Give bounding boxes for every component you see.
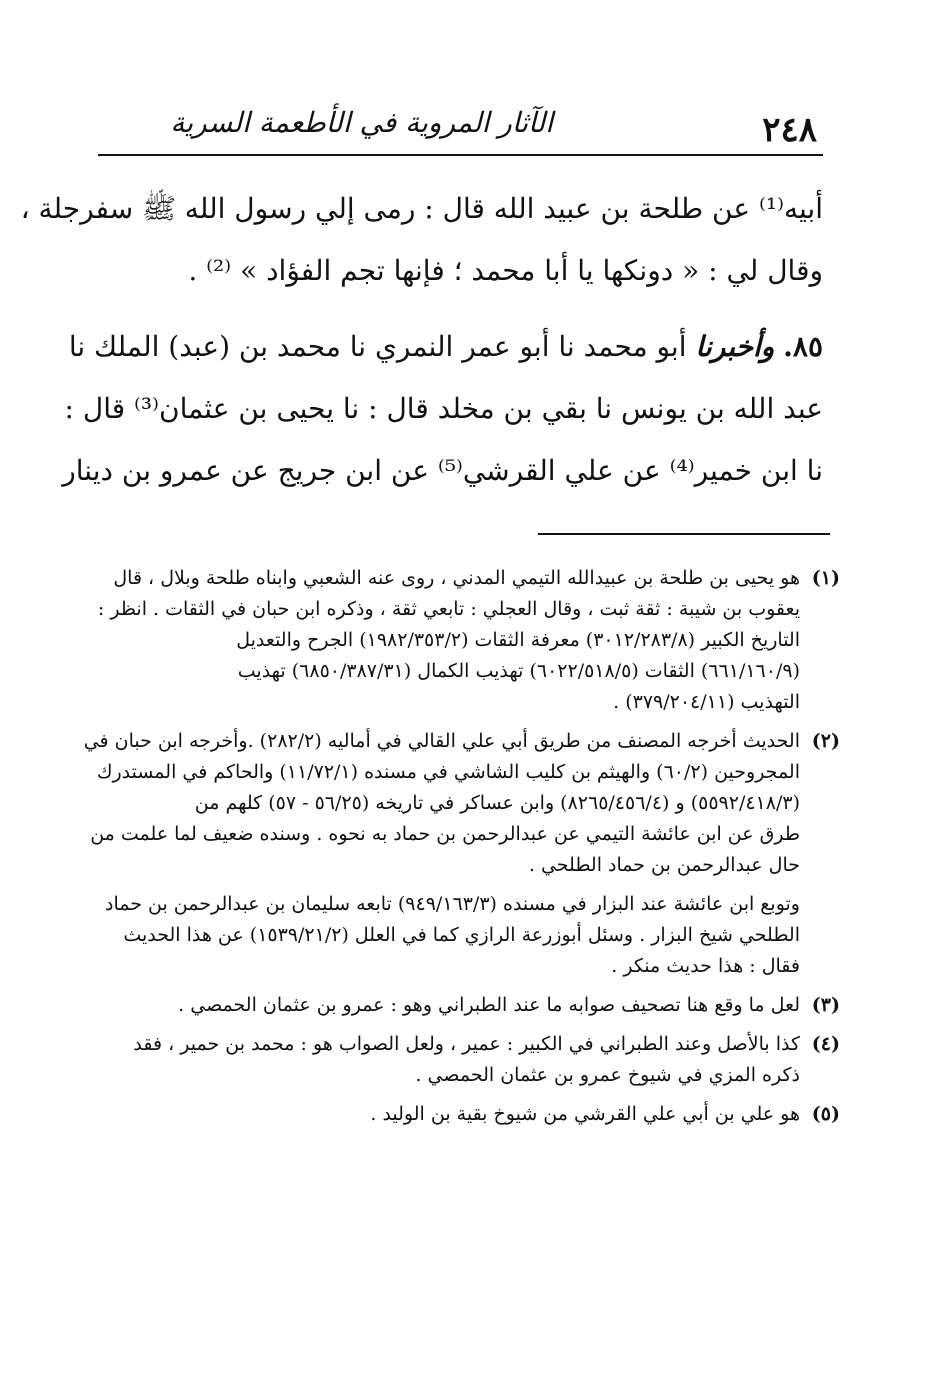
- footnote: [100, 1099, 840, 1130]
- footnote-line: هو علي بن أبي علي القرشي من شيوخ بقية بن الوليد .: [370, 1103, 800, 1125]
- footnote-body: [100, 1099, 800, 1130]
- footnote-line: حال عبدالرحمن بن حماد الطلحي .: [528, 854, 800, 876]
- footnote-line: هو يحيى بن طلحة بن عبيدالله التيمي المدني ، روى عنه الشعبي وابناه طلحة وبلال ، قال: [113, 567, 800, 589]
- footnote-line: (٥٥٩٢/٤١٨/٣) و (٨٢٦٥/٤٥٦/٤) وابن عساكر في تاريخه (٥٦/٢٥ - ٥٧) كلهم من: [194, 792, 800, 814]
- footnote-line: لعل ما وقع هنا تصحيف صوابه ما عند الطبراني وهو : عمرو بن عثمان الحمصي .: [178, 994, 800, 1016]
- footnotes: [83, 563, 840, 1138]
- footnote-line: طرق عن ابن عائشة التيمي عن عبدالرحمن بن حماد به نحوه . وسنده ضعيف لما علمت من: [90, 823, 800, 845]
- footnote-marker: (٤): [811, 1033, 840, 1055]
- footnote-line: (٦٦١/١٦٠/٩) الثقات (٦٠٢٢/٥١٨/٥) تهذيب الكمال (٦٨٥٠/٣٨٧/٣١) تهذيب: [237, 660, 800, 682]
- hadith-number: ٨٥.: [783, 330, 823, 363]
- footnote-line: التاريخ الكبير (٣٠١٢/٢٨٣/٨) معرفة الثقات (١٩٨٢/٣٥٣/٢) الجرح والتعديل: [236, 629, 800, 651]
- footnote-continuation: [100, 889, 840, 982]
- footnote-marker: (٢): [811, 730, 840, 752]
- footnote-line: كذا بالأصل وعند الطبراني في الكبير : عمير ، ولعل الصواب هو : محمد بن حمير ، فقد: [133, 1033, 800, 1055]
- page-number: ٢٤٨: [762, 110, 817, 150]
- footnote-body: [100, 1029, 800, 1091]
- footnote-body: [100, 990, 800, 1021]
- hadith-lead: وأخبرنا: [695, 330, 775, 363]
- footnote: [100, 990, 840, 1021]
- footnote-marker: (٣): [811, 994, 840, 1016]
- footnote-line: التهذيب (٣٧٩/٢٠٤/١١) .: [613, 691, 800, 713]
- page-header: [98, 96, 823, 156]
- footnote-line: الحديث أخرجه المصنف من طريق أبي علي القالي في أماليه (٢٨٢/٢) .وأخرجه ابن حبان في: [83, 730, 800, 752]
- running-title: الآثار المروية في الأطعمة السرية: [170, 106, 553, 139]
- footnote-line: فقال : هذا حديث منكر .: [611, 955, 800, 977]
- main-line: أبيه⁽¹⁾ عن طلحة بن عبيد الله قال : رمى إلي رسول الله ﷺ سفرجلة ،: [20, 192, 823, 225]
- footnote-marker: (١): [811, 567, 840, 589]
- hadith-text: أبو محمد نا أبو عمر النمري نا محمد بن (عبد) الملك نا: [68, 330, 687, 363]
- hadith-line: عبد الله بن يونس نا بقي بن مخلد قال : نا يحيى بن عثمان⁽³⁾ قال :: [64, 392, 823, 425]
- hadith-line: نا ابن خمير⁽⁴⁾ عن علي القرشي⁽⁵⁾ عن ابن جريج عن عمرو بن دينار: [62, 454, 823, 487]
- footnote-line: ذكره المزي في شيوخ عمرو بن عثمان الحمصي .: [415, 1064, 800, 1086]
- main-line: وقال لي : « دونكها يا أبا محمد ؛ فإنها تجم الفؤاد » ⁽²⁾ .: [188, 254, 823, 287]
- hadith-line: [68, 316, 823, 378]
- footnote-marker: (٥): [811, 1103, 840, 1125]
- footnote-body: [98, 563, 800, 718]
- footnote-line: الطلحي شيخ البزار . وسئل أبوزرعة الرازي كما في العلل (١٥٣٩/٢١/٢) عن هذا الحديث: [123, 924, 800, 946]
- footnote-body: [84, 726, 800, 881]
- footnote: [97, 563, 840, 718]
- footnote: [83, 726, 840, 881]
- footnote-divider: [538, 533, 830, 535]
- footnote-line: وتوبع ابن عائشة عند البزار في مسنده (٩٤٩/١٦٣/٣) تابعه سليمان بن عبدالرحمن بن حماد: [104, 893, 800, 915]
- footnote: [100, 1029, 840, 1091]
- main-text: [20, 178, 823, 502]
- footnote-line: يعقوب بن شيبة : ثقة ثبت ، وقال العجلي : تابعي ثقة ، وذكره ابن حبان في الثقات . انظر :: [97, 598, 800, 620]
- footnote-line: المجروحين (٦٠/٢) والهيثم بن كليب الشاشي في مسنده (١١/٧٢/١) والحاكم في المستدرك: [96, 761, 800, 783]
